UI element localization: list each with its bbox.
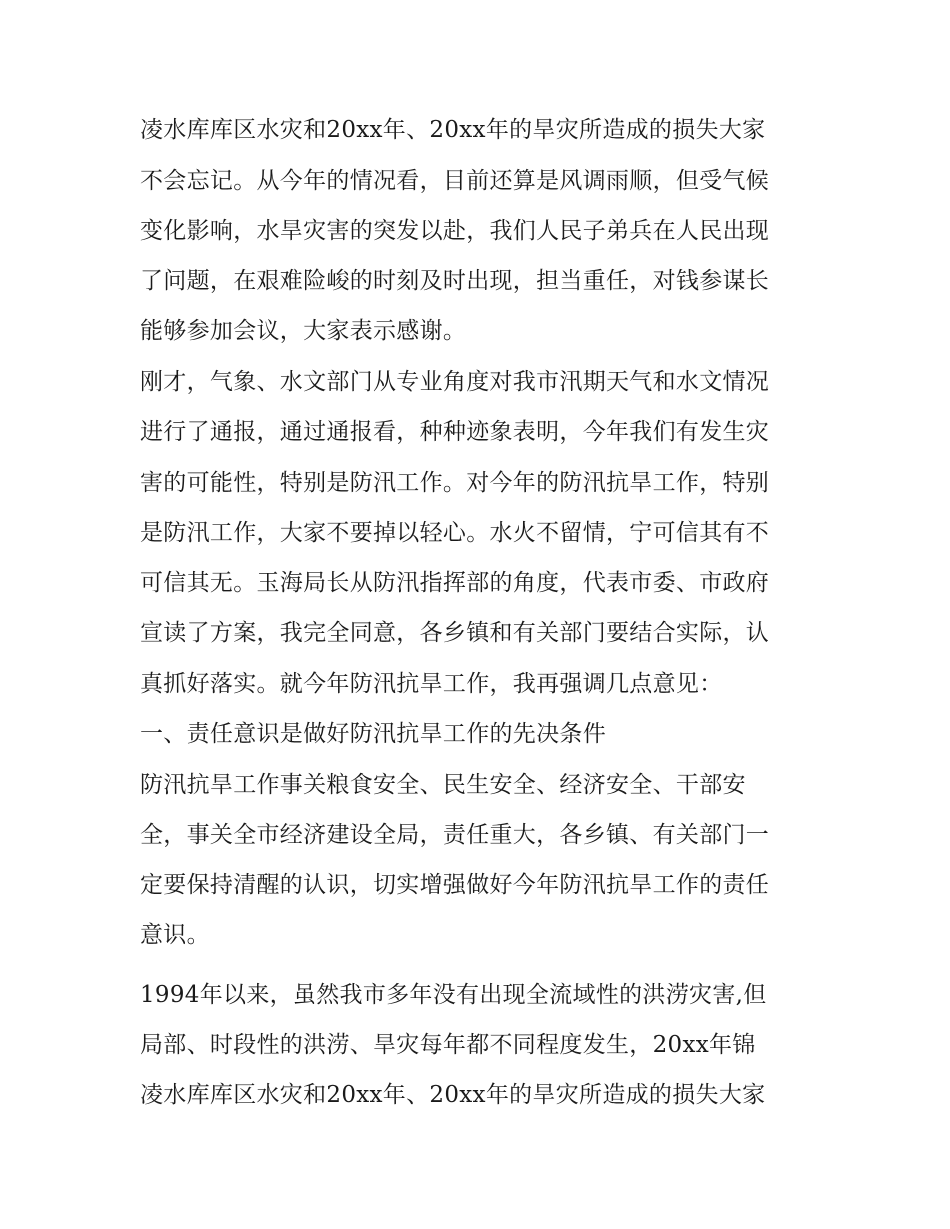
text-line: 不会忘记。从今年的情况看，目前还算是风调雨顺，但受气候: [140, 168, 770, 194]
text-line: 可信其无。玉海局长从防汛指挥部的角度，代表市委、市政府: [140, 570, 770, 596]
text-line: 定要保持清醒的认识，切实增强做好今年防汛抗旱工作的责任: [140, 872, 770, 898]
text-line: 宣读了方案，我完全同意，各乡镇和有关部门要结合实际，认: [140, 620, 770, 646]
text-line: 了问题，在艰难险峻的时刻及时出现，担当重任，对钱参谋长: [140, 268, 770, 294]
section-heading: 一、责任意识是做好防汛抗旱工作的先决条件: [140, 721, 606, 747]
text-line: 是防汛工作，大家不要掉以轻心。水火不留情，宁可信其有不: [140, 520, 770, 546]
text-line: 进行了通报，通过通报看，种种迹象表明，今年我们有发生灾: [140, 419, 770, 445]
text-line: 变化影响，水旱灾害的突发以赴，我们人民子弟兵在人民出现: [140, 218, 770, 244]
text-line: 全，事关全市经济建设全局，责任重大，各乡镇、有关部门一: [140, 822, 770, 848]
text-line: 害的可能性，特别是防汛工作。对今年的防汛抗旱工作，特别: [140, 470, 770, 496]
text-line: 凌水库库区水灾和20xx年、20xx年的旱灾所造成的损失大家: [140, 117, 766, 143]
text-line: 防汛抗旱工作事关粮食安全、民生安全、经济安全、干部安: [140, 772, 746, 798]
text-line: 真抓好落实。就今年防汛抗旱工作，我再强调几点意见：: [140, 671, 723, 697]
text-line: 意识。: [140, 922, 210, 948]
text-line: 1994年以来，虽然我市多年没有出现全流域性的洪涝灾害,但: [140, 982, 767, 1008]
text-line: 凌水库库区水灾和20xx年、20xx年的旱灾所造成的损失大家: [140, 1082, 766, 1108]
text-line: 刚才，气象、水文部门从专业角度对我市汛期天气和水文情况: [140, 369, 770, 395]
text-line: 局部、时段性的洪涝、旱灾每年都不同程度发生，20xx年锦: [140, 1032, 756, 1058]
text-line: 能够参加会议，大家表示感谢。: [140, 318, 467, 344]
